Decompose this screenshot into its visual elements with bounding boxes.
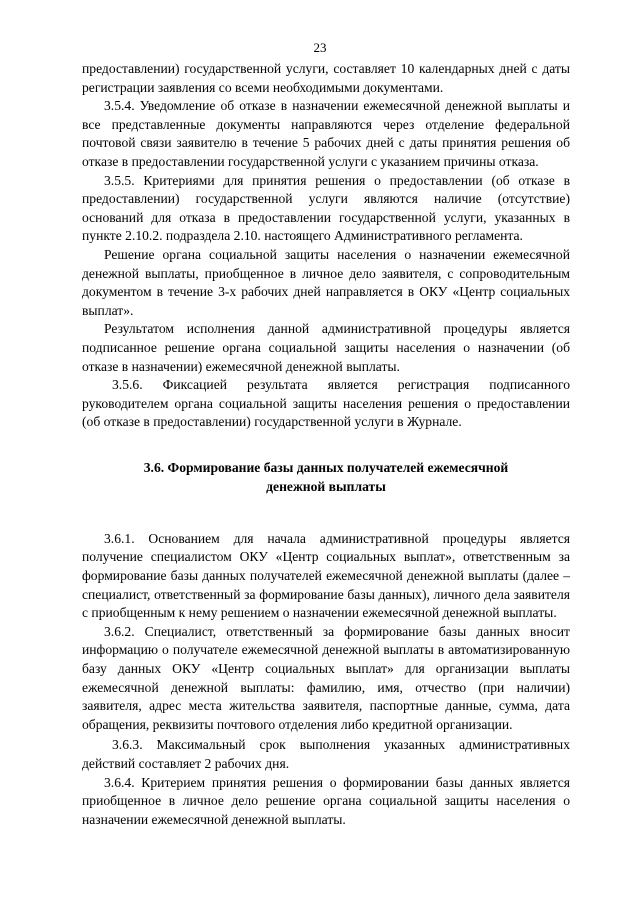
paragraph-3-6-4: 3.6.4. Критерием принятия решения о формировании базы данных является приобщенное в личное дело решение органа социальной защиты населения о назначении ежемесячной денежной выплаты. bbox=[82, 774, 570, 827]
paragraph-3-5-4: 3.5.4. Уведомление об отказе в назначении ежемесячной денежной выплаты и все представленные документы направляются через отделение федеральной почтовой связи заявителю в течение 5 рабочих дней с даты принятия решения об отказе в предоставлении государственной услуги с указанием причины отказа. bbox=[82, 98, 570, 169]
paragraph-3-6-3: 3.6.3. Максимальный срок выполнения указанных административных действий составляет 2 рабочих дня. bbox=[82, 737, 570, 771]
paragraph-3-6-2: 3.6.2. Специалист, ответственный за формирование базы данных вносит информацию о получателе ежемесячной денежной выплаты в автоматизированную базу данных ОКУ «Центр социальных выплат» для организации выплаты ежемесячной денежной выплаты: фамилию, имя, отчество (при наличии) заявителя, адрес места жительства заявителя, паспортные данные, сумма, дата обращения, реквизиты почтового отделения либо кредитной организации. bbox=[82, 623, 570, 732]
paragraph-decision: Решение органа социальной защиты населения о назначении ежемесячной денежной выплаты, приобщенное в личное дело заявителя, с сопроводительным документом в течение 3-х рабочих дней направляется в ОКУ «Центр социальных выплат». bbox=[82, 246, 570, 318]
page-number: 23 bbox=[313, 40, 327, 55]
section-heading-line1: 3.6. Формирование базы данных получателей ежемесячной bbox=[143, 459, 509, 475]
section-heading-3-6 bbox=[82, 458, 570, 496]
paragraph-3-5-5: 3.5.5. Критериями для принятия решения о предоставлении (об отказе в предоставлении) государственной услуги являются наличие (отсутствие) оснований для отказа в предоставлении государственной услуги, указанных в пункте 2.10.2. подраздела 2.10. настоящего Административного регламента. bbox=[82, 172, 570, 244]
section-heading-line2: денежной выплаты bbox=[266, 478, 386, 494]
paragraph-result: Результатом исполнения данной административной процедуры является подписанное решение органа социальной защиты населения о назначении (об отказе в назначении) ежемесячной денежной выплаты. bbox=[82, 321, 570, 374]
paragraph-continued: предоставлении) государственной услуги, составляет 10 календарных дней с даты регистрации заявления со всеми необходимыми документами. bbox=[82, 61, 570, 95]
paragraph-3-6-1: 3.6.1. Основанием для начала административной процедуры является получение специалистом ОКУ «Центр социальных выплат», ответственным за формирование базы данных получателей ежемесячной денежной выплаты (далее – специалист, ответственный за формирование базы данных), личного дела заявителя с приобщенным к нему решением о назначении ежемесячной денежной выплаты. bbox=[82, 530, 570, 621]
paragraph-3-5-6: 3.5.6. Фиксацией результата является регистрация подписанного руководителем органа социальной защиты населения решения о предоставлении (об отказе в предоставлении) государственной услуги в Журнале. bbox=[82, 377, 570, 430]
document-body bbox=[82, 60, 570, 829]
